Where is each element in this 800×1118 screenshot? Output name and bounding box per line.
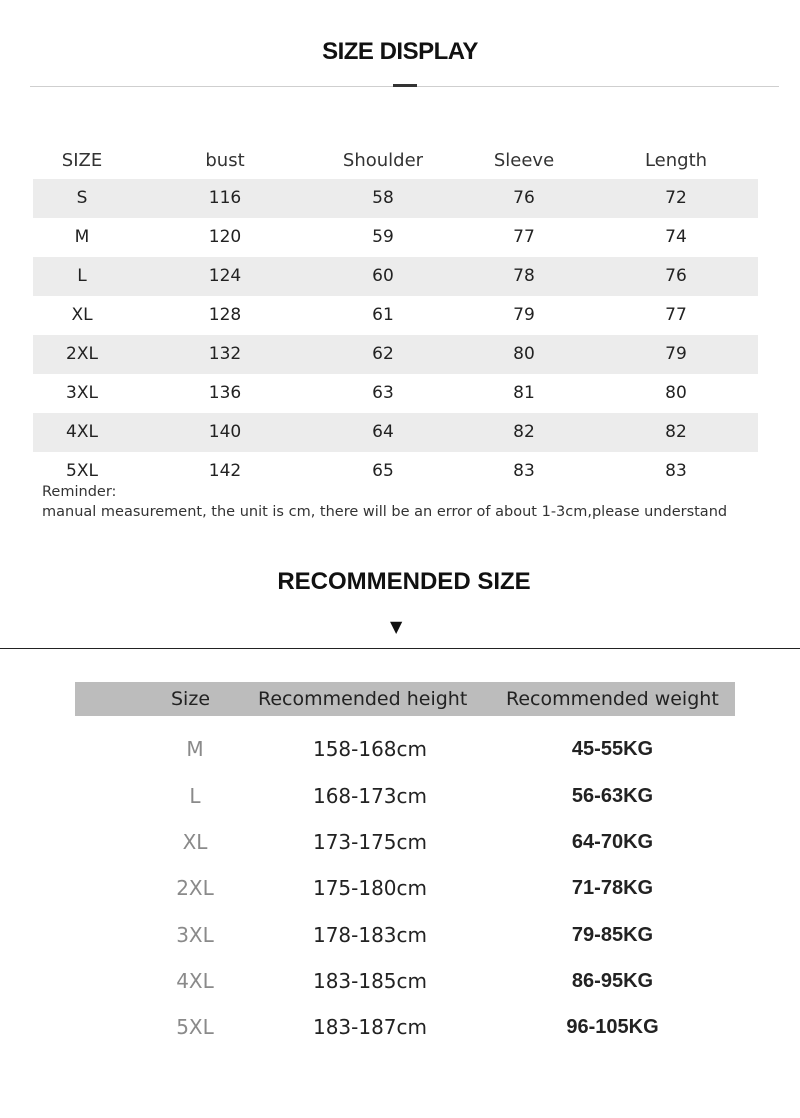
- table-cell: 71-78KG: [571, 877, 654, 899]
- table-cell: 86-95KG: [571, 970, 654, 992]
- header-cell-sleeve: Sleeve: [493, 150, 555, 171]
- table-cell: 62: [372, 344, 394, 364]
- table-cell: 136: [208, 383, 242, 403]
- table-cell: 80: [513, 344, 535, 364]
- table-cell: 82: [665, 422, 687, 442]
- table-cell: XL: [182, 830, 208, 854]
- header-cell-length: Length: [644, 150, 708, 171]
- size-chart-table: [33, 140, 758, 491]
- header-cell-size: Size: [171, 688, 211, 710]
- table-cell: 168-173cm: [312, 784, 428, 808]
- table-cell: 3XL: [66, 383, 98, 403]
- table-row: [0, 912, 800, 958]
- table-cell: 64: [372, 422, 394, 442]
- table-cell: 132: [208, 344, 242, 364]
- table-cell: 79-85KG: [571, 924, 654, 946]
- table-cell: 2XL: [176, 876, 214, 900]
- table-cell: 3XL: [176, 923, 214, 947]
- table-cell: 178-183cm: [312, 923, 428, 947]
- table-row: [0, 819, 800, 865]
- table-cell: 81: [513, 383, 535, 403]
- reminder-label: Reminder:: [42, 484, 117, 500]
- table-cell: 74: [665, 227, 687, 247]
- table-cell: 78: [513, 266, 535, 286]
- table-row: [33, 218, 758, 257]
- measurement-reminder: [42, 482, 727, 522]
- table-cell: 4XL: [66, 422, 98, 442]
- table-row: [33, 335, 758, 374]
- table-row: [0, 773, 800, 819]
- header-cell-size: SIZE: [61, 150, 103, 171]
- table-cell: 128: [208, 305, 242, 325]
- table-cell: 124: [208, 266, 242, 286]
- table-row: [0, 865, 800, 911]
- table-cell: 79: [513, 305, 535, 325]
- title-accent-bar: [393, 84, 417, 87]
- table-cell: 158-168cm: [312, 737, 428, 761]
- size-display-title: SIZE DISPLAY: [322, 38, 478, 65]
- table-cell: 120: [208, 227, 242, 247]
- table-row: [33, 374, 758, 413]
- table-cell: 61: [372, 305, 394, 325]
- table-cell: 83: [665, 461, 687, 481]
- down-arrow-icon: ▼: [390, 617, 403, 636]
- table-cell: 96-105KG: [566, 1016, 659, 1038]
- table-cell: 77: [513, 227, 535, 247]
- table-cell: 5XL: [176, 1015, 214, 1039]
- table-cell: 183-187cm: [312, 1015, 428, 1039]
- table-row: [0, 726, 800, 772]
- table-cell: S: [76, 188, 88, 208]
- table-cell: 183-185cm: [312, 969, 428, 993]
- table-cell: 45-55KG: [571, 738, 654, 760]
- table-cell: 64-70KG: [571, 831, 654, 853]
- table-cell: 76: [665, 266, 687, 286]
- table-cell: 2XL: [66, 344, 98, 364]
- table-cell: 82: [513, 422, 535, 442]
- header-cell-weight: Recommended weight: [506, 688, 719, 710]
- table-row: [33, 179, 758, 218]
- table-cell: XL: [71, 305, 93, 325]
- table-cell: 56-63KG: [571, 785, 654, 807]
- table-cell: L: [189, 784, 201, 808]
- table-cell: 142: [208, 461, 242, 481]
- table-cell: 4XL: [176, 969, 214, 993]
- table-cell: 79: [665, 344, 687, 364]
- size-chart-header-row: [33, 140, 758, 179]
- table-cell: 80: [665, 383, 687, 403]
- recommended-header-row: [75, 682, 735, 716]
- table-row: [33, 296, 758, 335]
- table-cell: 60: [372, 266, 394, 286]
- table-cell: 59: [372, 227, 394, 247]
- header-cell-height: Recommended height: [258, 688, 468, 710]
- table-cell: 77: [665, 305, 687, 325]
- table-cell: 116: [208, 188, 242, 208]
- section-divider: [0, 648, 800, 649]
- reminder-text: manual measurement, the unit is cm, there will be an error of about 1-3cm,please understand: [42, 504, 728, 520]
- table-cell: M: [186, 737, 204, 761]
- table-cell: 175-180cm: [312, 876, 428, 900]
- header-cell-bust: bust: [205, 150, 245, 171]
- table-cell: 140: [208, 422, 242, 442]
- recommended-size-title: RECOMMENDED SIZE: [277, 568, 531, 595]
- table-row: [0, 1004, 800, 1050]
- table-cell: L: [77, 266, 87, 286]
- table-cell: M: [74, 227, 90, 247]
- table-cell: 63: [372, 383, 394, 403]
- table-cell: 173-175cm: [312, 830, 428, 854]
- table-cell: 83: [513, 461, 535, 481]
- table-cell: 72: [665, 188, 687, 208]
- table-cell: 76: [513, 188, 535, 208]
- table-row: [33, 257, 758, 296]
- table-cell: 58: [372, 188, 394, 208]
- table-cell: 65: [372, 461, 394, 481]
- header-cell-shoulder: Shoulder: [342, 150, 424, 171]
- table-cell: 5XL: [66, 461, 98, 481]
- table-row: [33, 413, 758, 452]
- table-row: [0, 958, 800, 1004]
